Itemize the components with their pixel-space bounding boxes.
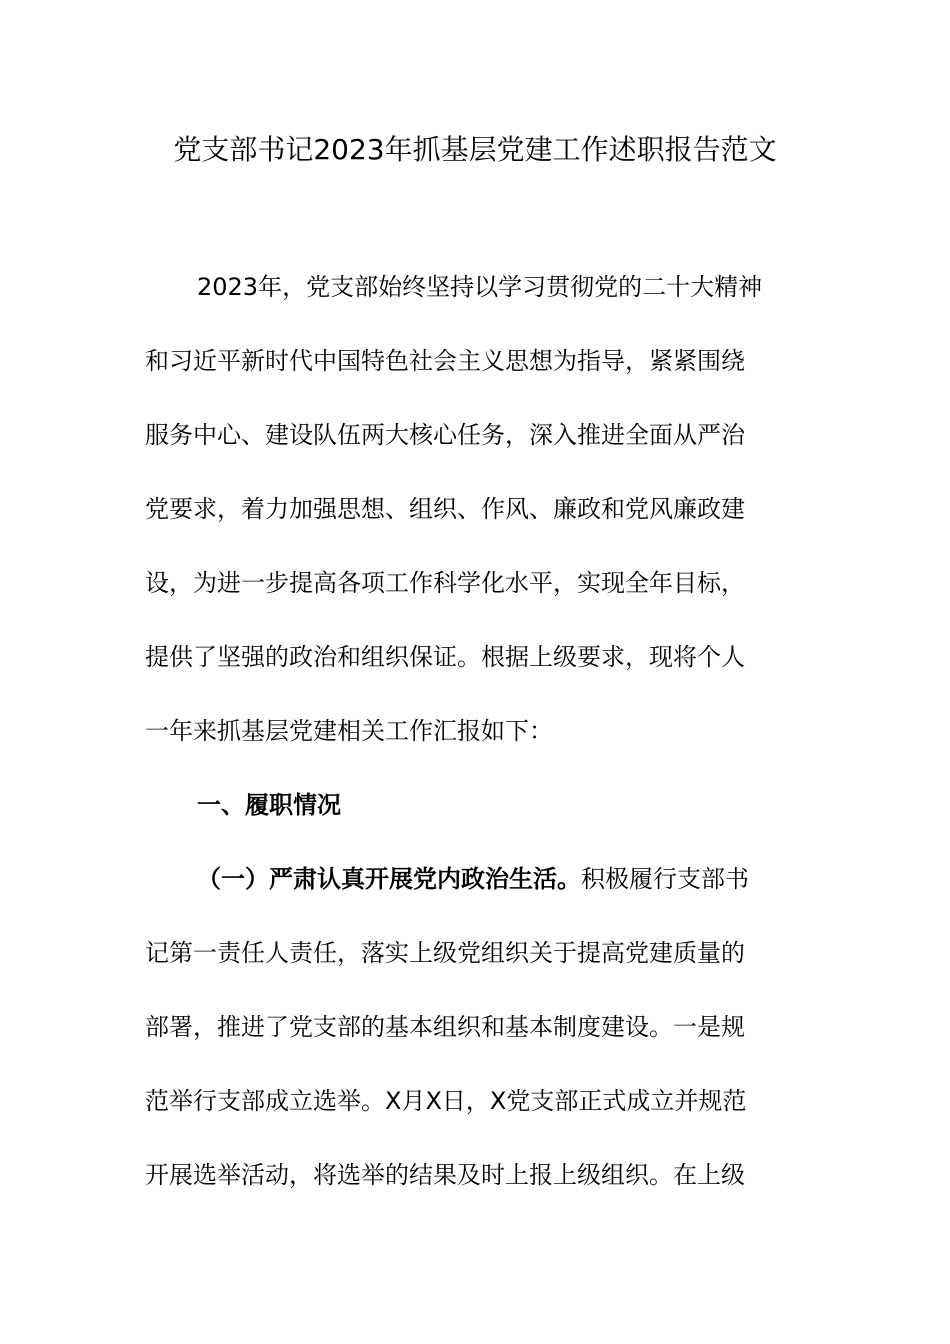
document-title: 党支部书记2023年抓基层党建工作述职报告范文 xyxy=(173,133,777,166)
paragraph-line: 开展选举活动，将选举的结果及时上报上级组织。在上级 xyxy=(145,1161,745,1189)
paragraph-line: 2023年，党支部始终坚持以学习贯彻党的二十大精神 xyxy=(197,273,763,301)
paragraph-line: 服务中心、建设队伍两大核心任务，深入推进全面从严治 xyxy=(145,421,745,449)
section-heading: 一、履职情况 xyxy=(197,791,341,819)
subsection-first-line xyxy=(145,842,807,916)
paragraph-line: 一年来抓基层党建相关工作汇报如下： xyxy=(145,717,553,745)
document-body xyxy=(145,250,807,1212)
paragraph-line: 记第一责任人责任，落实上级党组织关于提高党建质量的 xyxy=(145,939,745,967)
subsection-first-line-text: 积极履行支部书 xyxy=(581,865,749,893)
paragraph-line: 提供了坚强的政治和组织保证。根据上级要求，现将个人 xyxy=(145,643,745,671)
paragraph-line: 范举行支部成立选举。X月X日，X党支部正式成立并规范 xyxy=(145,1087,747,1115)
subsection-heading: （一）严肃认真开展党内政治生活。 xyxy=(197,865,581,893)
paragraph-line: 和习近平新时代中国特色社会主义思想为指导，紧紧围绕 xyxy=(145,347,745,375)
paragraph-line: 部署，推进了党支部的基本组织和基本制度建设。一是规 xyxy=(145,1013,745,1041)
paragraph-line: 党要求，着力加强思想、组织、作风、廉政和党风廉政建 xyxy=(145,495,745,523)
paragraph-line: 设，为进一步提高各项工作科学化水平，实现全年目标， xyxy=(145,569,745,597)
